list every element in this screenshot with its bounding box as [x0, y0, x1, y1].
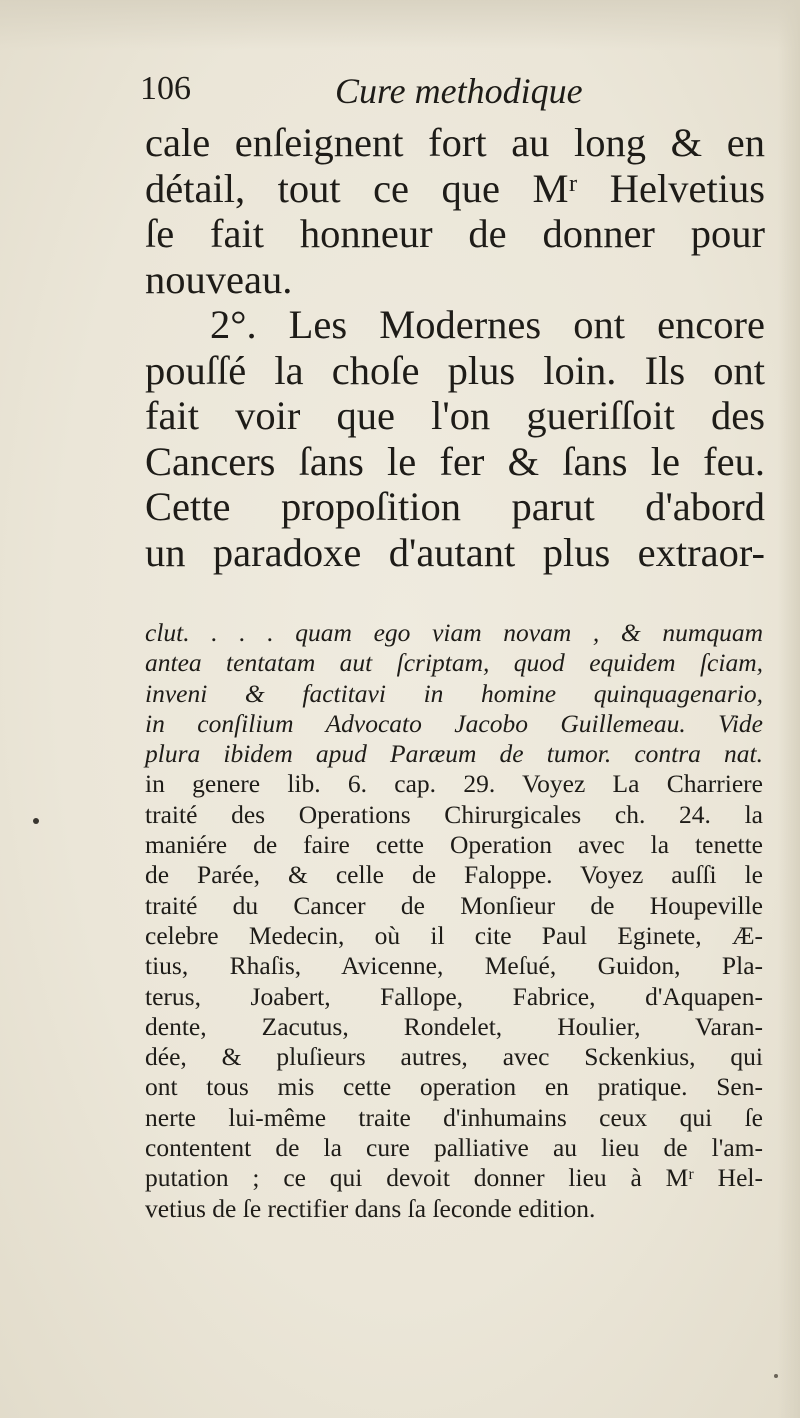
- footnote-line: putation ; ce qui devoit donner lieu à Mʳ Hel-: [145, 1163, 763, 1193]
- footnote-line: celebre Medecin, où il cite Paul Eginete, Æ-: [145, 920, 763, 950]
- footnote-line: in conſilium Advocato Jacobo Guillemeau. Vide: [145, 708, 763, 738]
- footnote-line: dente, Zacutus, Rondelet, Houlier, Varan-: [145, 1011, 763, 1041]
- footnote-line: vetius de ſe rectifier dans ſa ſeconde edition.: [145, 1193, 596, 1223]
- main-text-line: ſe fait honneur de donner pour: [145, 211, 765, 256]
- footnote-line: antea tentatam aut ſcriptam, quod equidem ſciam,: [145, 648, 763, 678]
- footnote-block: [145, 618, 763, 1224]
- margin-ink-mark: [33, 818, 39, 824]
- footnote-line: traité du Cancer de Monſieur de Houpeville: [145, 890, 763, 920]
- main-text-line: Cette propoſition parut d'abord: [145, 484, 765, 529]
- footnote-line: de Parée, & celle de Faloppe. Voyez auſſi le: [145, 860, 763, 890]
- footnote-line: terus, Joabert, Fallope, Fabrice, d'Aquapen-: [145, 981, 763, 1011]
- footnote-line: inveni & factitavi in homine quinquagenario,: [145, 678, 763, 708]
- footnote-line: maniére de faire cette Operation avec la tenette: [145, 830, 763, 860]
- main-text-line: 2°. Les Modernes ont encore: [210, 302, 765, 347]
- main-text-line: nouveau.: [145, 256, 293, 302]
- main-text-line: un paradoxe d'autant plus extraor-: [145, 529, 765, 575]
- running-head: Cure methodique: [335, 71, 583, 111]
- footnote-line: tius, Rhaſis, Avicenne, Meſué, Guidon, Pla-: [145, 951, 763, 981]
- main-text-block: [145, 120, 765, 575]
- main-text-line: cale enſeignent fort au long & en: [145, 120, 765, 165]
- footnote-line: contentent de la cure palliative au lieu de l'am-: [145, 1133, 763, 1163]
- footnote-line: in genere lib. 6. cap. 29. Voyez La Charriere: [145, 769, 763, 799]
- page-top-shadow: [0, 0, 800, 50]
- footnote-line: clut. . . . quam ego viam novam , & numquam: [145, 618, 763, 647]
- main-text-line: détail, tout ce que Mʳ Helvetius: [145, 165, 765, 211]
- footnote-line: traité des Operations Chirurgicales ch. 24. la: [145, 799, 763, 829]
- footnote-line: plura ibidem apud Paræum de tumor. contra nat.: [145, 739, 763, 769]
- main-text-line: fait voir que l'on gueriſſoit des: [145, 393, 765, 438]
- footnote-line: dée, & pluſieurs autres, avec Sckenkius, qui: [145, 1042, 763, 1072]
- footnote-line: nerte lui-même traite d'inhumains ceux qui ſe: [145, 1102, 763, 1132]
- page-right-edge: [778, 0, 800, 1418]
- page-header: [140, 70, 760, 116]
- page-number: 106: [140, 70, 191, 107]
- footnote-line: ont tous mis cette operation en pratique. Sen-: [145, 1072, 763, 1102]
- main-text-line: Cancers ſans le fer & ſans le feu.: [145, 438, 765, 484]
- margin-ink-mark: [774, 1374, 778, 1378]
- main-text-line: pouſſé la choſe plus loin. Ils ont: [145, 347, 765, 393]
